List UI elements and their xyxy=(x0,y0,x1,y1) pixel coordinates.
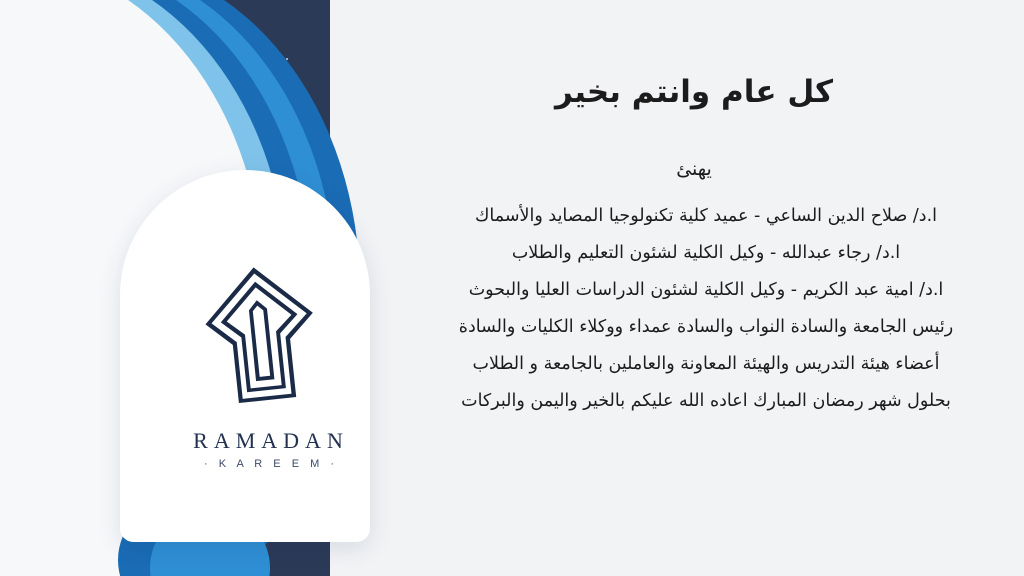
message-line: ا.د/ صلاح الدين الساعي - عميد كلية تكنولوجيا المصايد والأسماك xyxy=(474,206,937,226)
ramadan-brand-title: RAMADAN xyxy=(193,428,349,453)
message-lines xyxy=(418,198,994,420)
greeting-verb: يهنئ xyxy=(676,158,712,180)
ramadan-artwork xyxy=(0,0,420,576)
message-line: ا.د/ رجاء عبدالله - وكيل الكلية لشئون التعليم والطلاب xyxy=(511,243,901,263)
message-line: رئيس الجامعة والسادة النواب والسادة عمداء ووكلاء الكليات والسادة xyxy=(458,317,954,337)
ramadan-brand-subtitle: · K A R E E M · xyxy=(204,458,338,470)
message-line: ا.د/ امية عبد الكريم - وكيل الكلية لشئون الدراسات العليا والبحوث xyxy=(468,280,944,300)
ramadan-kareem-calligraphy-icon: ۩ xyxy=(195,243,327,429)
greeting-heading: كل عام وانتم بخير xyxy=(554,74,834,110)
message-panel xyxy=(400,0,1024,576)
message-line: أعضاء هيئة التدريس والهيئة المعاونة والعاملين بالجامعة و الطلاب xyxy=(472,354,940,374)
message-line: بحلول شهر رمضان المبارك اعاده الله عليكم بالخير واليمن والبركات xyxy=(461,391,951,411)
